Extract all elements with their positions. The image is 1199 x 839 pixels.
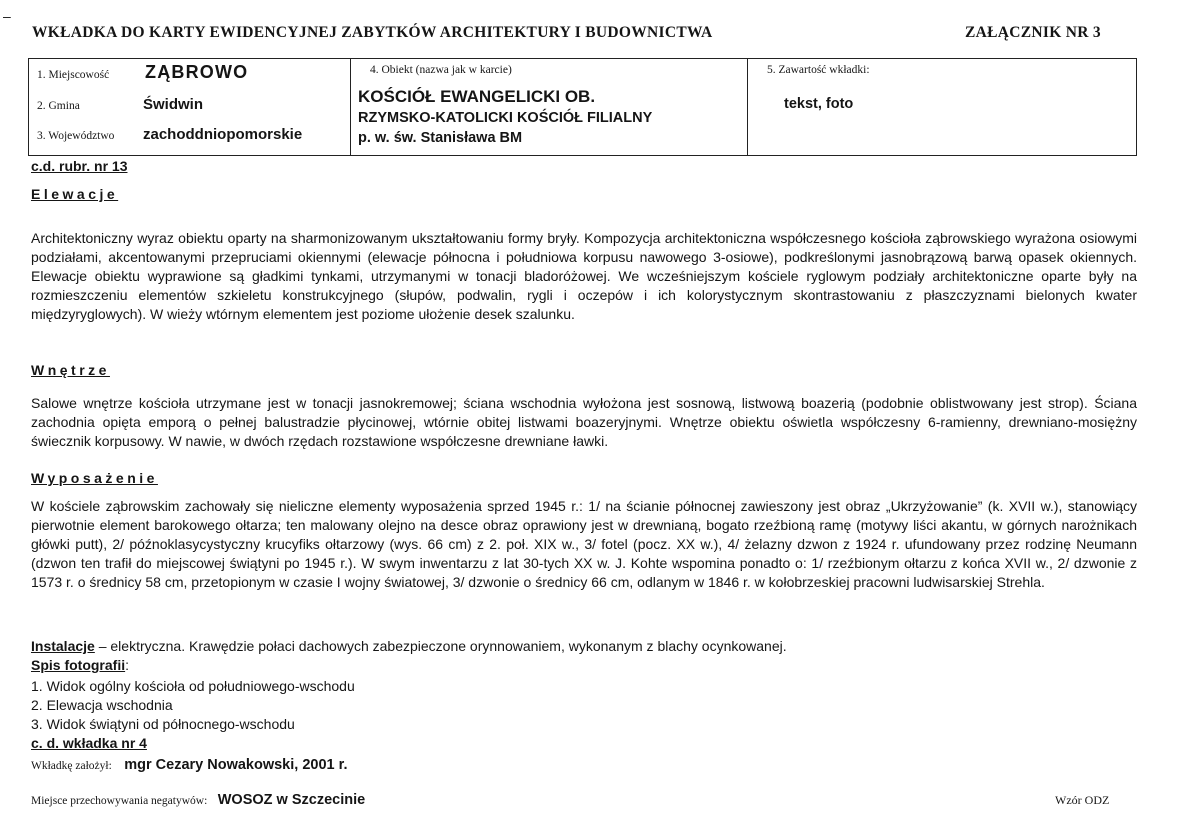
installations-label: Instalacje: [31, 638, 95, 654]
corner-dash: –: [3, 8, 11, 24]
object-name-line3: p. w. św. Stanisława BM: [358, 130, 523, 146]
author-label: Wkładkę założył:: [31, 760, 112, 772]
document-title: WKŁADKA DO KARTY EWIDENCYJNEJ ZABYTKÓW ARCHITEKTURY I BUDOWNICTWA: [32, 24, 713, 41]
rubric-reference: c.d. rubr. nr 13: [31, 158, 128, 174]
object-label: 4. Obiekt (nazwa jak w karcie): [370, 64, 512, 76]
storage-value: WOSOZ w Szczecinie: [217, 792, 366, 808]
furnishing-text: W kościele ząbrowskim zachowały się nieliczne elementy wyposażenia sprzed 1945 r.: 1/ na ścianie północnej zawieszony jest obraz „Ukrzyżowanie” (k. XVII w.), stanowiący pierwotnie element barokowego ołtarza; ten malowany olejno na desce obraz oprawiony jest w drewnianą, bogato rzeźbioną ramę (motywy liści akantu, w górnych narożnikach główki putt), 2/ późnoklasycystyczny krucyfiks ołtarzowy (wys. 66 cm) z 2. poł. XIX w., 3/ fotel (pocz. XX w.), 4/ żelazny dzwon z 1924 r. ufundowany przez rodzinę Neumann (dzwon ten trafił do miejscowej świątyni po 1945 r.). W swym inwentarzu z lat 30-tych XX w. J. Kohte wspomina ponadto o: 1/ rzeźbionym ołtarzu z końca XVII w., 2/ dzwonie z 1573 r. o średnicy 58 cm, przetopionym w czasie I wojny światowej, 3/ dzwonie o średnicy 66 cm, odlanym w 1846 r. w kołobrzeskiej pracowni ludwisarskiej Strehla.: [31, 498, 1137, 590]
interior-text: Salowe wnętrze kościoła utrzymane jest w tonacji jasnokremowej; ściana wschodnia wyłożona jest sosnową, listwową boazerią (podobnie oblistwowany jest strop). Ściana zachodnia opięta emporą o pełnej balustradzie płycinowej, wtórnie obitej listwami boazeryjnymi. Wnętrze obiektu oświetla współczesny 6-ramienny, drewniano-mosiężny świecznik korpusowy. W nawie, w dwóch rzędach rozstawione współczesne drewniane ławki.: [31, 395, 1137, 449]
contents-label: 5. Zawartość wkładki:: [767, 64, 870, 76]
commune-value: Świdwin: [143, 96, 203, 113]
table-divider-2: [747, 59, 748, 155]
continuation-reference: c. d. wkładka nr 4: [31, 735, 147, 751]
elevations-text: Architektoniczny wyraz obiektu oparty na sharmonizowanym ukształtowaniu formy bryły. Kompozycja architektoniczna współczesnego kościoła ząbrowskiego wyrażona osiowymi podziałami, akcentowanymi przepruciami okiennymi (elewacje północna i południowa korpusu nawowego 3-osiowe), podkreślonymi jasnobrązową barwą opasek okiennych. Elewacje obiektu wyprawione są gładkimi tynkami, utrzymanymi w tonacji bladoróżowej. We wcześniejszym kościele ryglowym podziały architektoniczne oparte były na rozmieszczeniu elementów szkieletu konstrukcyjnego (słupów, podwalin, rygli i oczepów i ich kolorystycznym skontrastowaniu z płaszczyznami bielonych kwater międzyryglowych). W wieży wtórnym elementem jest poziome ułożenie desek szalunku.: [31, 230, 1137, 322]
locality-value: ZĄBROWO: [145, 62, 249, 82]
elevations-heading: Elewacje: [31, 186, 119, 202]
locality-label: 1. Miejscowość: [37, 69, 110, 81]
contents-value: tekst, foto: [784, 96, 854, 112]
template-mark: Wzór ODZ: [1055, 793, 1110, 807]
identification-table: [28, 58, 1137, 156]
photo-list-item: 1. Widok ogólny kościoła od południowego-wschodu: [31, 678, 355, 694]
storage-label: Miejsce przechowywania negatywów:: [31, 795, 208, 807]
voivodeship-value: zachoddniopomorskie: [143, 126, 303, 143]
voivodeship-label: 3. Województwo: [37, 130, 115, 142]
object-name-line1: KOŚCIÓŁ EWANGELICKI OB.: [358, 87, 596, 106]
author-line: [31, 756, 347, 774]
installations-line: [31, 637, 1137, 656]
photos-heading: [31, 656, 129, 675]
table-divider-1: [350, 59, 351, 155]
storage-line: [31, 791, 365, 809]
object-name-line2: RZYMSKO-KATOLICKI KOŚCIÓŁ FILIALNY: [358, 110, 653, 126]
photo-list-item: 2. Elewacja wschodnia: [31, 697, 173, 713]
installations-text: – elektryczna. Krawędzie połaci dachowych zabezpieczone orynnowaniem, wykonanym z blachy ocynkowanej.: [94, 638, 787, 654]
photos-colon: :: [125, 657, 130, 673]
commune-label: 2. Gmina: [37, 100, 80, 112]
annex-number: ZAŁĄCZNIK NR 3: [965, 24, 1101, 41]
photo-list-item: 3. Widok świątyni od północnego-wschodu: [31, 716, 295, 732]
interior-heading: Wnętrze: [31, 362, 110, 378]
author-value: mgr Cezary Nowakowski, 2001 r.: [124, 757, 348, 773]
photos-label: Spis fotografii: [31, 657, 126, 673]
furnishing-heading: Wyposażenie: [31, 470, 158, 486]
